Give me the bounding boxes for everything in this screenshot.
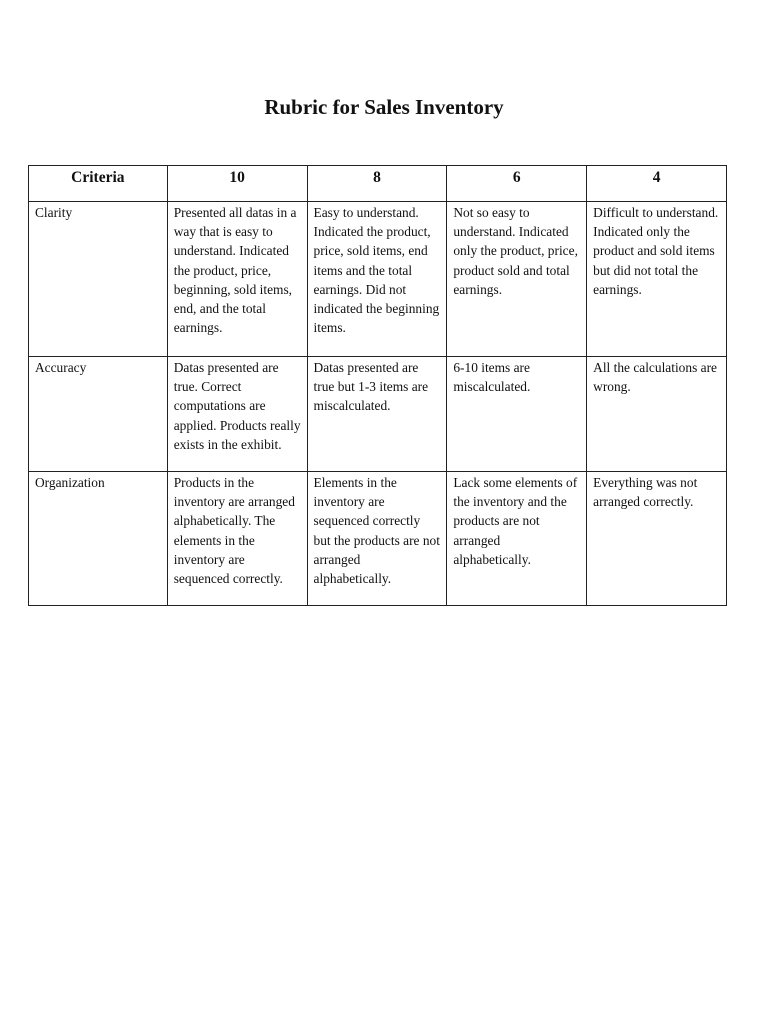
page-title: Rubric for Sales Inventory	[264, 95, 504, 119]
table-cell: All the calculations are wrong.	[587, 357, 727, 472]
row-criteria-organization: Organization	[29, 472, 168, 606]
header-score-8: 8	[307, 166, 447, 202]
rubric-table	[28, 165, 727, 606]
table-cell: Presented all datas in a way that is easy to understand. Indicated the product, price, beginning, sold items, end, and the total earnings.	[167, 202, 307, 357]
table-cell: Products in the inventory are arranged alphabetically. The elements in the inventory are sequenced correctly.	[167, 472, 307, 606]
header-criteria: Criteria	[29, 166, 168, 202]
table-cell: Datas presented are true. Correct computations are applied. Products really exists in the exhibit.	[167, 357, 307, 472]
table-cell: Not so easy to understand. Indicated only the product, price, product sold and total earnings.	[447, 202, 587, 357]
table-cell: Lack some elements of the inventory and the products are not arranged alphabetically.	[447, 472, 587, 606]
table-header-row	[29, 166, 727, 202]
table-row	[29, 357, 727, 472]
table-cell: Difficult to understand. Indicated only the product and sold items but did not total the earnings.	[587, 202, 727, 357]
table-cell: 6-10 items are miscalculated.	[447, 357, 587, 472]
header-score-10: 10	[167, 166, 307, 202]
header-score-4: 4	[587, 166, 727, 202]
table-cell: Everything was not arranged correctly.	[587, 472, 727, 606]
table-cell: Datas presented are true but 1-3 items are miscalculated.	[307, 357, 447, 472]
header-score-6: 6	[447, 166, 587, 202]
row-criteria-accuracy: Accuracy	[29, 357, 168, 472]
table-row	[29, 472, 727, 606]
table-cell: Easy to understand. Indicated the product, price, sold items, end items and the total earnings. Did not indicated the beginning items.	[307, 202, 447, 357]
row-criteria-clarity: Clarity	[29, 202, 168, 357]
table-cell: Elements in the inventory are sequenced correctly but the products are not arranged alphabetically.	[307, 472, 447, 606]
table-row	[29, 202, 727, 357]
